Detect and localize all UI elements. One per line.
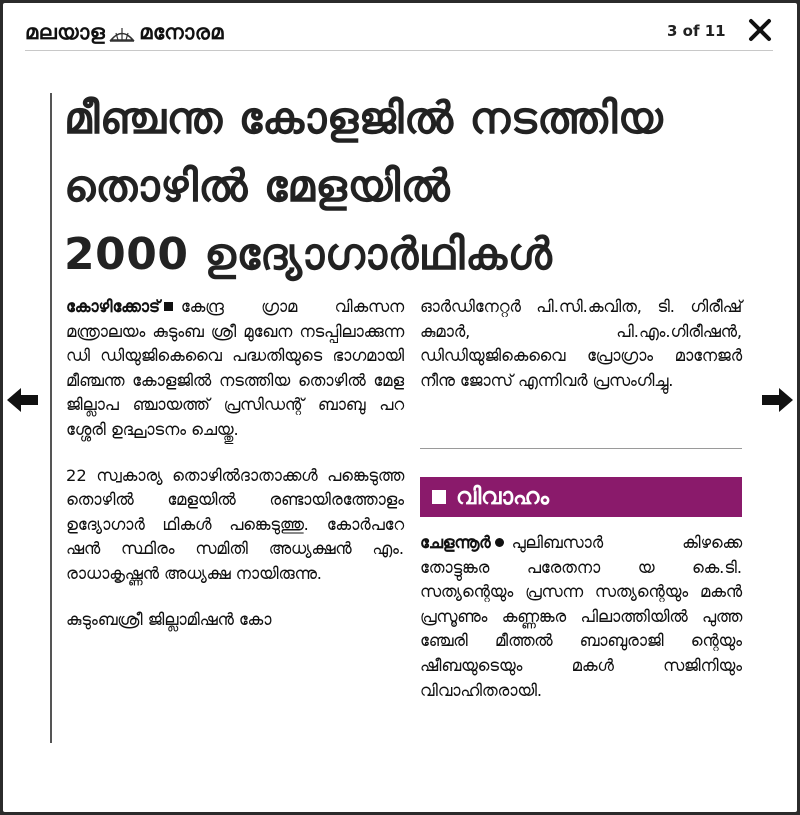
left-column-rule [50, 93, 52, 743]
article-right-column [420, 295, 742, 393]
headline-line: തൊഴിൽ മേളയിൽ [64, 161, 451, 212]
viewer-frame [3, 3, 797, 812]
column-separator [420, 448, 742, 449]
article-left-column [66, 295, 404, 632]
wedding-dateline: ചേളന്നൂർ [420, 533, 491, 552]
wedding-text: പുലിബസാർ കിഴക്കെ തോട്ടുങ്കര പരേതനാ യ കെ.ടി. സത്യന്റെയും പ്രസന്ന സത്യന്റെയും മകൻ പ്രസൂണും കണ്ണങ്കര പിലാത്തിയിൽ പുത്ത ഞ്ചേരി മീത്തൽ ബാബുരാജി ന്റെയും ഷീബയുടെയും മകൾ സജിനിയും വിവാഹിതരായി. [420, 533, 742, 700]
article-dateline: കോഴിക്കോട് [66, 297, 160, 316]
article-paragraph [66, 295, 404, 443]
lamp-emblem-icon [109, 24, 135, 42]
logo-text-left: മലയാള [25, 20, 106, 44]
wedding-paragraph [420, 531, 742, 703]
section-title: വിവാഹം [456, 484, 550, 510]
bullet-icon [495, 538, 504, 547]
header-divider [25, 50, 773, 51]
headline-line: 2000 ഉദ്യോഗാർഥികൾ [64, 229, 553, 280]
logo-text-right: മനോരമ [139, 20, 224, 44]
square-bullet-icon [432, 490, 446, 504]
article-paragraph: കുടുംബശ്രീ ജില്ലാമിഷൻ കോ [66, 609, 272, 629]
bullet-icon [164, 302, 173, 311]
headline-line: മീഞ്ചന്ത കോളജിൽ നടത്തിയ [64, 93, 664, 144]
arrow-left-icon[interactable] [7, 387, 39, 417]
article-paragraph: ഓർഡിനേറ്റർ പി.സി.കവിത, ടി. ഗിരീഷ് കുമാർ, പി.എം.ഗിരീഷൻ, ഡിഡിയുജികെവൈ പ്രോഗ്രാം മാനേജർ നീനു ജോസ് എന്നിവർ പ്രസംഗിച്ചു. [420, 297, 742, 390]
arrow-right-icon[interactable] [761, 387, 793, 417]
article-paragraph: 22 സ്വകാര്യ തൊഴിൽദാതാക്കൾ പങ്കെടുത്ത തൊഴിൽ മേളയിൽ രണ്ടായിരത്തോളം ഉദ്യോഗാർ ഥികൾ പങ്കെടുത്തു. കോർപറേ ഷൻ സ്ഥിരം സമിതി അധ്യക്ഷൻ എം. രാധാകൃഷ്ണൻ അധ്യക്ഷ നായിരുന്നു. [66, 465, 404, 583]
article-paragraph-text: കേന്ദ്ര ഗ്രാമ വികസന മന്ത്രാലയം കുടുംബ ശ്രീ മുഖേന നടപ്പിലാക്കുന്ന ഡി ഡിയുജികെവൈ പദ്ധതിയുടെ ഭാഗമായി മീഞ്ചന്ത കോളജിൽ നടത്തിയ തൊഴിൽ മേള ജില്ലാപ ഞ്ചായത്ത് പ്രസിഡന്റ് ബാബു പറ ശ്ശേരി ഉദ്ഘാടനം ചെയ്തു. [66, 297, 404, 439]
section-header-band [420, 477, 742, 517]
site-logo [25, 20, 224, 45]
page-counter: 3 of 11 [667, 22, 726, 40]
viewer-header [3, 3, 797, 55]
wedding-notice [420, 531, 742, 703]
close-icon[interactable] [745, 15, 775, 45]
article-headline [64, 85, 754, 289]
news-clipping [50, 85, 750, 745]
